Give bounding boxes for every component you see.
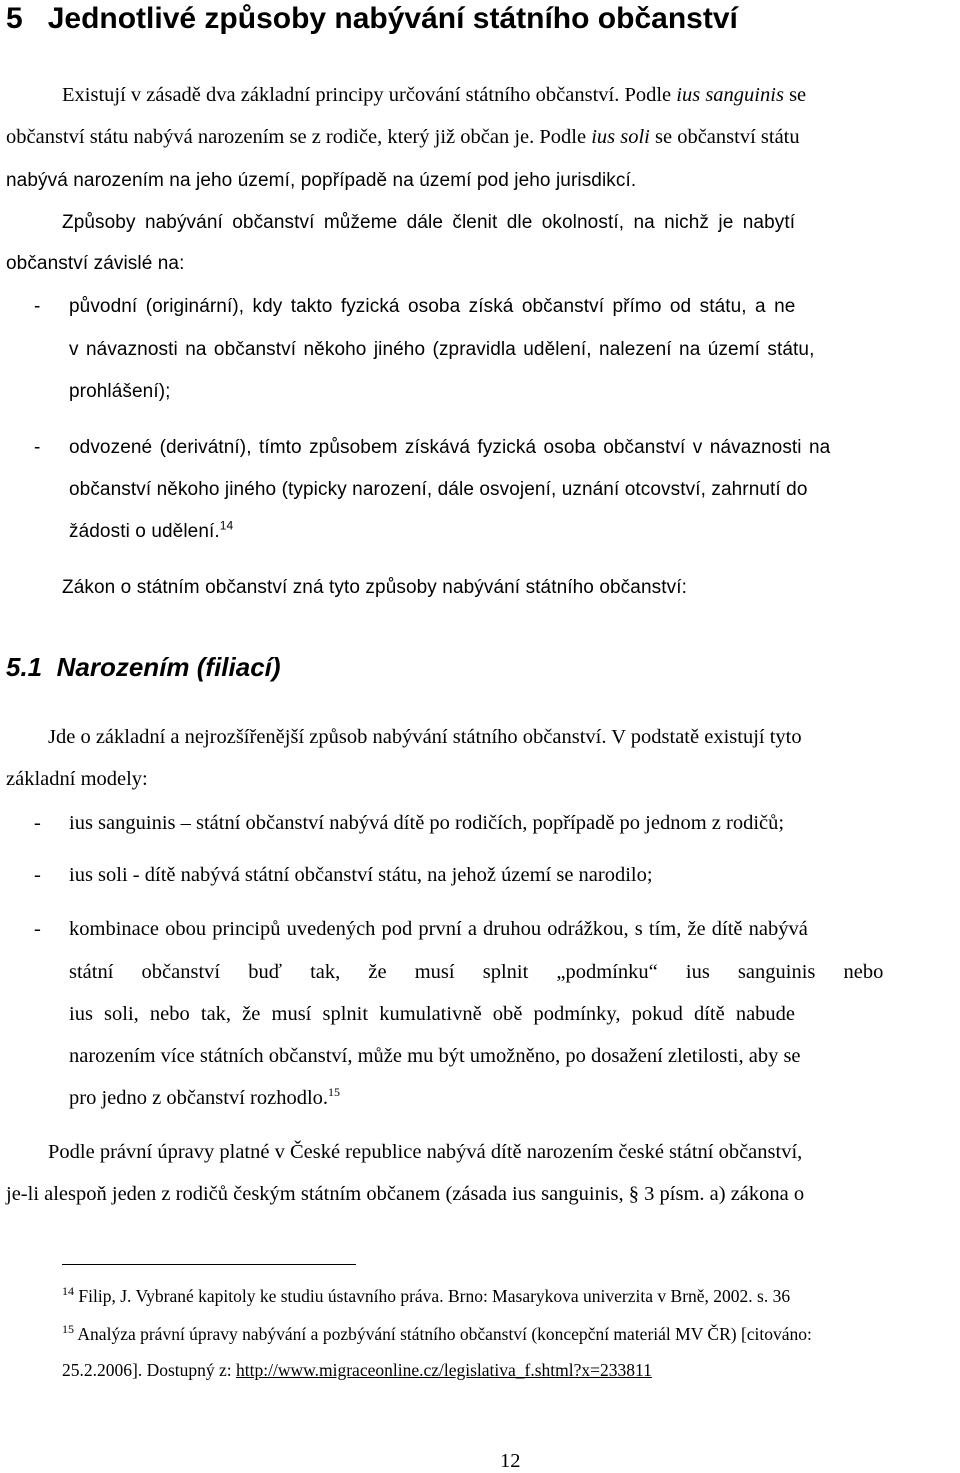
p1-line-2: občanství státu nabývá narozením se z rodiče, který již občan je. Podle ius soli se občanství státu bbox=[6, 126, 800, 148]
list1-item-2-line-2: občanství někoho jiného (typicky narození, dále osvojení, uznání otcovství, zahrnutí do bbox=[69, 479, 808, 500]
heading-title: Jednotlivé způsoby nabývání státního občanství bbox=[47, 2, 738, 35]
list1-dash-1: - bbox=[34, 296, 41, 317]
footnote-15-number: 15 bbox=[62, 1322, 74, 1337]
list2-dash-3: - bbox=[34, 918, 41, 940]
list2-item-3-line-2: státní občanství buď tak, že musí splnit „podmínku“ ius sanguinis nebo bbox=[69, 961, 884, 983]
list2-item-3-line-1: kombinace obou principů uvedených pod první a druhou odrážkou, s tím, že dítě nabývá bbox=[69, 918, 808, 940]
list2-item-3-line-4: narozením více státních občanství, může mu být umožněno, po dosažení zletilosti, aby se bbox=[69, 1045, 801, 1067]
p1-line-1: Existují v zásadě dva základní principy určování státního občanství. Podle ius sanguinis se bbox=[62, 84, 807, 106]
list1-item-2-line-3: žádosti o udělení.$^{14}$ bbox=[69, 518, 234, 542]
footnote-14-text: Filip, J. Vybrané kapitoly ke studiu ústavního práva. Brno: Masarykova univerzita v Brně, 2002. s. 36 bbox=[78, 1286, 791, 1306]
list1-item-1-line-2: v návaznosti na občanství někoho jiného (zpravidla udělení, nalezení na území státu, bbox=[69, 339, 815, 360]
section-heading bbox=[6, 652, 281, 683]
footnote-15-link[interactable]: http://www.migraceonline.cz/legislativa_f.shtml?x=233811 bbox=[236, 1360, 652, 1380]
footnote-ref-15[interactable]: 15 bbox=[328, 1085, 341, 1100]
section-title: Narozením (filiací) bbox=[56, 652, 281, 682]
footnote-ref-14[interactable]: 14 bbox=[219, 518, 234, 533]
list2-item-3-line-3: ius soli, nebo tak, že musí splnit kumulativně obě podmínky, pokud dítě nabude bbox=[69, 1003, 796, 1025]
footnote-separator bbox=[62, 1264, 356, 1265]
footnote-14 bbox=[62, 1286, 790, 1307]
p1-line-3: nabývá narozením na jeho území, popřípadě na území pod jeho jurisdikcí. bbox=[6, 170, 637, 191]
p5-line-2: je-li alespoň jeden z rodičů českým státním občanem (zásada ius sanguinis, § 3 písm. a) zákona o bbox=[6, 1183, 805, 1205]
list1-item-1-line-1: původní (originární), kdy takto fyzická osoba získá občanství přímo od státu, a ne bbox=[69, 296, 796, 317]
p2-line-1: Způsoby nabývání občanství můžeme dále členit dle okolností, na nichž je nabytí bbox=[62, 212, 796, 233]
heading-number: 5 bbox=[6, 2, 23, 35]
list2-item-1: ius sanguinis – státní občanství nabývá dítě po rodičích, popřípadě po jednom z rodičů; bbox=[69, 812, 785, 834]
list1-dash-2: - bbox=[34, 437, 41, 458]
list2-item-3-line-5: pro jedno z občanství rozhodlo.$^{15}$ bbox=[69, 1085, 341, 1109]
page-heading bbox=[6, 2, 738, 36]
list2-dash-2: - bbox=[34, 864, 41, 886]
footnote-15-text: Analýza právní úpravy nabývání a pozbývání státního občanství (koncepční materiál MV ČR) [citováno: bbox=[77, 1324, 812, 1344]
footnote-15 bbox=[62, 1324, 812, 1345]
p3: Zákon o státním občanství zná tyto způsoby nabývání státního občanství: bbox=[62, 577, 687, 598]
list1-item-2-line-1: odvozené (derivátní), tímto způsobem získává fyzická osoba občanství v návaznosti na bbox=[69, 437, 831, 458]
p2-line-2: občanství závislé na: bbox=[6, 253, 185, 274]
list1-item-1-line-3: prohlášení); bbox=[69, 381, 171, 402]
p4-line-1: Jde o základní a nejrozšířenější způsob nabývání státního občanství. V podstatě existují tyto bbox=[48, 726, 802, 748]
section-number: 5.1 bbox=[6, 652, 43, 682]
p5-line-1: Podle právní úpravy platné v České republice nabývá dítě narozením české státní občanství, bbox=[48, 1141, 803, 1163]
list2-dash-1: - bbox=[34, 812, 41, 834]
footnote-14-number: 14 bbox=[62, 1284, 74, 1299]
list2-item-2: ius soli - dítě nabývá státní občanství státu, na jehož území se narodilo; bbox=[69, 864, 653, 886]
page-number: 12 bbox=[500, 1450, 521, 1472]
p4-line-2: základní modely: bbox=[6, 768, 148, 790]
footnote-15-line-2: 25.2.2006]. Dostupný z: http://www.migraceonline.cz/legislativa_f.shtml?x=233811 bbox=[62, 1360, 652, 1380]
